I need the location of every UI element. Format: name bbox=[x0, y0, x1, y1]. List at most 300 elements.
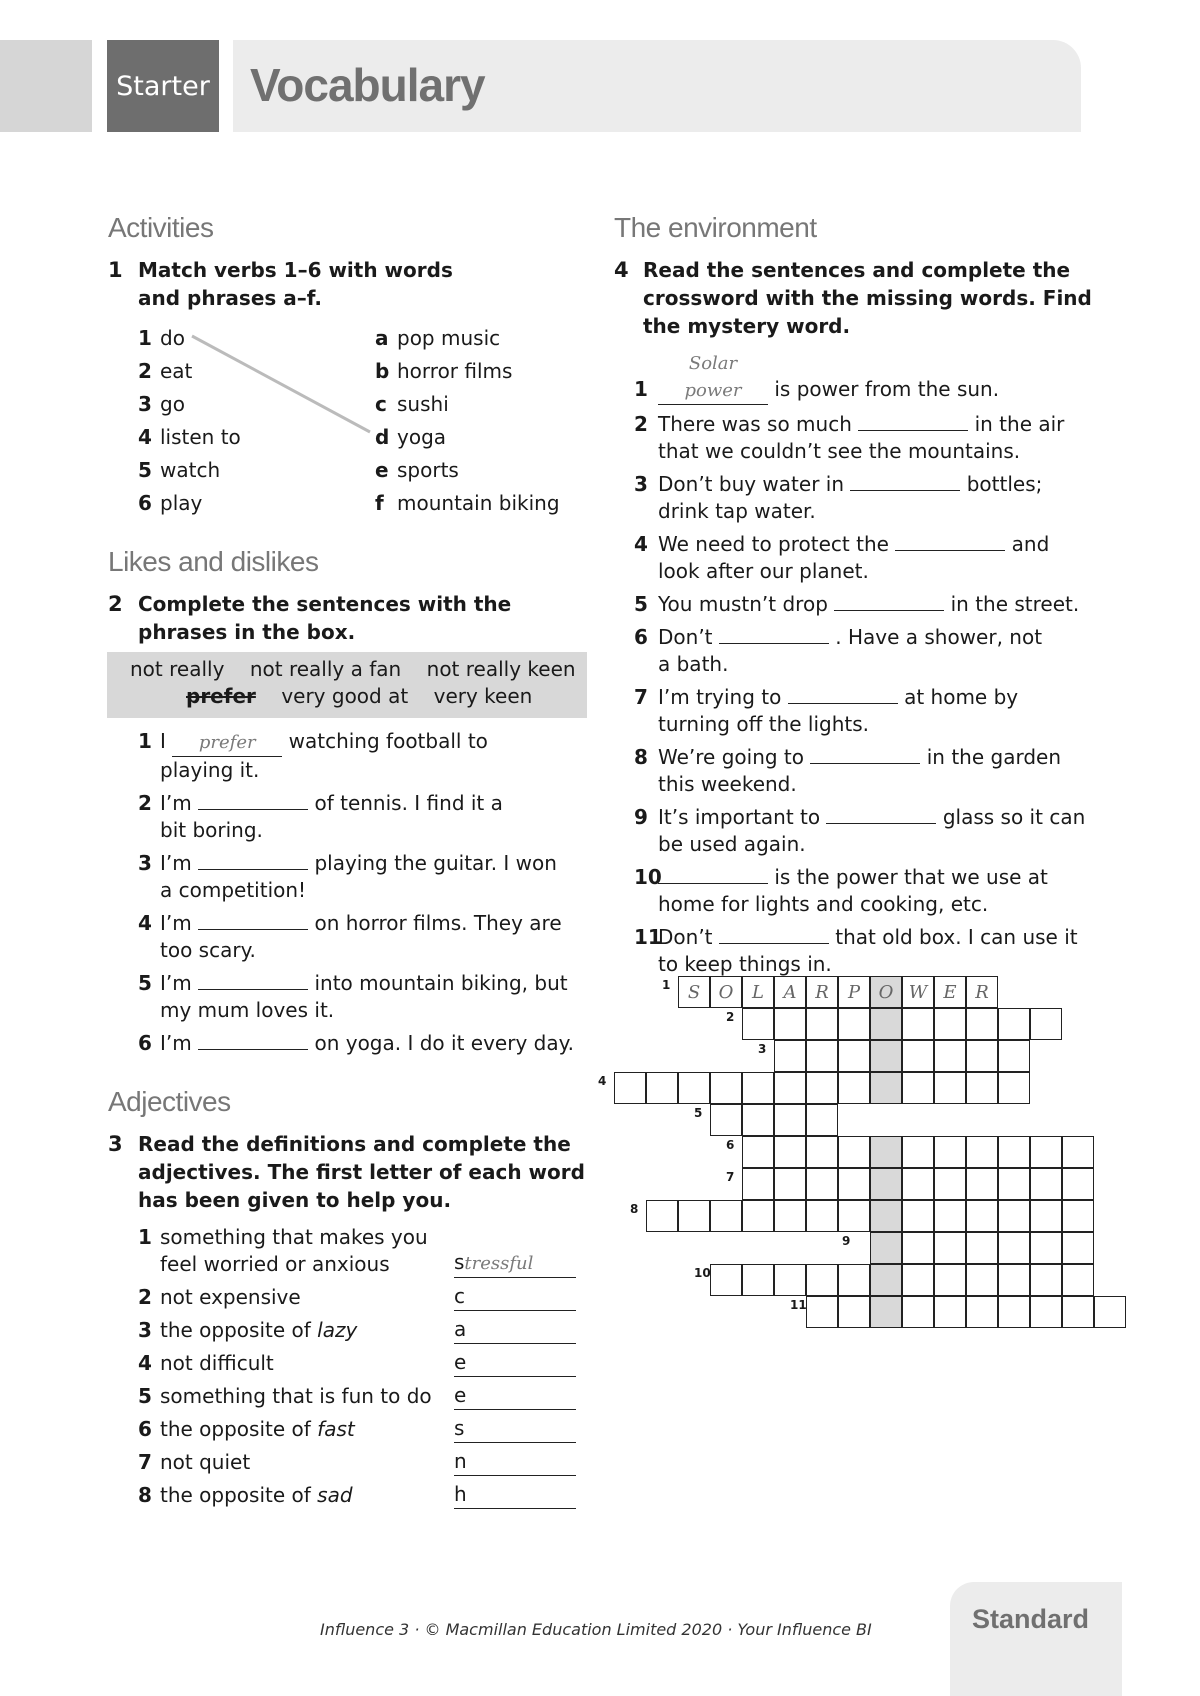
item-definition: the opposite of bbox=[160, 1483, 318, 1507]
adjective-answer bbox=[454, 1448, 576, 1476]
level-label: Standard bbox=[972, 1604, 1090, 1634]
item-pre: Don’t buy water in bbox=[658, 472, 851, 496]
crossword-cell bbox=[806, 1104, 838, 1136]
answer-blank bbox=[719, 626, 829, 644]
crossword-cell bbox=[710, 1200, 742, 1232]
phrase-item bbox=[375, 388, 560, 421]
word-box-row-2 bbox=[186, 683, 532, 710]
section-likes-heading: Likes and dislikes bbox=[108, 546, 319, 577]
first-letter: e bbox=[454, 1383, 467, 1407]
crossword-cell bbox=[1030, 1136, 1062, 1168]
crossword-clue-number: 5 bbox=[694, 1106, 703, 1120]
environment-sentence bbox=[634, 684, 1104, 738]
item-definition-italic: lazy bbox=[317, 1318, 358, 1342]
starter-label: Starter bbox=[107, 40, 219, 132]
likes-sentence bbox=[138, 970, 588, 1024]
crossword-clue-number: 10 bbox=[694, 1266, 711, 1280]
crossword-cell bbox=[1030, 1200, 1062, 1232]
crossword-cell bbox=[870, 1232, 902, 1264]
item-post: at home by bbox=[897, 685, 1019, 709]
crossword-cell bbox=[710, 976, 742, 1008]
item-number: 6 bbox=[634, 625, 648, 649]
box-phrase: not really a fan bbox=[249, 657, 402, 681]
crossword-cell bbox=[966, 976, 998, 1008]
crossword-cell bbox=[998, 1296, 1030, 1328]
crossword-cell bbox=[966, 1168, 998, 1200]
crossword-cell bbox=[998, 1072, 1030, 1104]
crossword-cell bbox=[806, 976, 838, 1008]
exercise-3-number: 3 bbox=[108, 1132, 123, 1156]
answer-blank bbox=[198, 792, 308, 810]
crossword-cell bbox=[998, 1136, 1030, 1168]
item-pre: We’re going to bbox=[658, 745, 811, 769]
environment-sentence bbox=[634, 864, 1104, 918]
adjective-item bbox=[138, 1284, 588, 1311]
item-line2: too scary. bbox=[160, 938, 256, 962]
answer-blank: Solar power bbox=[658, 350, 768, 405]
item-post: into mountain biking, but bbox=[308, 971, 568, 995]
item-line2: feel worried or anxious bbox=[160, 1252, 390, 1276]
item-line2: to keep things in. bbox=[658, 952, 832, 976]
crossword-cell bbox=[806, 1296, 838, 1328]
crossword-cell bbox=[902, 1200, 934, 1232]
crossword-cell bbox=[742, 1200, 774, 1232]
verb-item bbox=[138, 487, 241, 520]
item-post: . Have a shower, not bbox=[828, 625, 1043, 649]
item-number: 5 bbox=[138, 1384, 152, 1408]
crossword-cell bbox=[806, 1136, 838, 1168]
item-pre: I’m bbox=[160, 791, 199, 815]
verb-number: 5 bbox=[138, 458, 152, 482]
crossword-letter: S bbox=[687, 981, 701, 1003]
answer-blank bbox=[198, 912, 308, 930]
crossword-cell bbox=[934, 1200, 966, 1232]
adjective-answer bbox=[454, 1316, 576, 1344]
crossword-cell bbox=[870, 1264, 902, 1296]
item-post: on horror films. They are bbox=[308, 911, 562, 935]
crossword-letter: L bbox=[752, 981, 764, 1003]
item-line2: playing it. bbox=[160, 758, 260, 782]
answer-blank bbox=[788, 686, 898, 704]
item-line2: look after our planet. bbox=[658, 559, 869, 583]
item-number: 11 bbox=[634, 925, 662, 949]
phrase-text: sports bbox=[397, 458, 459, 482]
crossword-clue-number: 8 bbox=[630, 1202, 639, 1216]
item-definition: something that is fun to do bbox=[160, 1384, 432, 1408]
environment-sentence bbox=[634, 350, 1104, 405]
crossword-cell bbox=[998, 1232, 1030, 1264]
exercise-2-number: 2 bbox=[108, 592, 123, 616]
adjective-answer bbox=[454, 1481, 576, 1509]
phrase-letter: f bbox=[375, 491, 384, 515]
crossword-cell bbox=[678, 1072, 710, 1104]
answer-blank bbox=[198, 852, 308, 870]
phrase-letter: e bbox=[375, 458, 389, 482]
crossword-cell bbox=[1030, 1264, 1062, 1296]
verb-number: 1 bbox=[138, 326, 152, 350]
adjective-item bbox=[138, 1482, 588, 1509]
crossword-cell bbox=[838, 1136, 870, 1168]
crossword-cell bbox=[902, 1264, 934, 1296]
likes-sentence bbox=[138, 1030, 588, 1057]
environment-sentence bbox=[634, 591, 1104, 618]
section-adjectives-heading: Adjectives bbox=[108, 1086, 231, 1117]
header-left-block bbox=[0, 40, 92, 132]
crossword-cell bbox=[870, 1168, 902, 1200]
item-pre: There was so much bbox=[658, 412, 859, 436]
phrase-item bbox=[375, 421, 560, 454]
crossword-cell bbox=[806, 1040, 838, 1072]
answer-blank bbox=[198, 972, 308, 990]
item-post: and bbox=[1005, 532, 1050, 556]
crossword-cell bbox=[774, 1168, 806, 1200]
crossword-clue-number: 11 bbox=[790, 1298, 807, 1312]
likes-sentence bbox=[138, 850, 588, 904]
item-post: in the air bbox=[968, 412, 1065, 436]
verb-text: play bbox=[160, 491, 203, 515]
crossword-letter: A bbox=[783, 981, 797, 1003]
crossword-cell bbox=[1062, 1200, 1094, 1232]
environment-sentence bbox=[634, 924, 1104, 978]
crossword-clue-number: 4 bbox=[598, 1074, 607, 1088]
crossword-cell bbox=[966, 1296, 998, 1328]
crossword-cell bbox=[1062, 1264, 1094, 1296]
first-letter: h bbox=[454, 1482, 467, 1506]
crossword-cell bbox=[838, 1296, 870, 1328]
phrase-item bbox=[375, 487, 560, 520]
crossword-cell bbox=[614, 1072, 646, 1104]
crossword-cell bbox=[902, 1136, 934, 1168]
answer-blank bbox=[658, 866, 768, 884]
crossword-cell bbox=[870, 1072, 902, 1104]
crossword-cell bbox=[806, 1072, 838, 1104]
first-letter: s bbox=[454, 1250, 465, 1274]
level-tab bbox=[950, 1582, 1122, 1696]
crossword-cell bbox=[838, 1264, 870, 1296]
phrase-letter: d bbox=[375, 425, 390, 449]
item-post: is the power that we use at bbox=[768, 865, 1048, 889]
environment-sentence bbox=[634, 531, 1104, 585]
phrase-text: horror films bbox=[397, 359, 513, 383]
first-letter: a bbox=[454, 1317, 467, 1341]
adjective-item bbox=[138, 1416, 588, 1443]
crossword-cell bbox=[806, 1264, 838, 1296]
answer-blank bbox=[826, 806, 936, 824]
word-box-row-1 bbox=[130, 656, 576, 683]
item-definition: not difficult bbox=[160, 1351, 274, 1375]
crossword-cell bbox=[742, 1264, 774, 1296]
answer-blank bbox=[198, 1032, 308, 1050]
crossword-cell bbox=[966, 1136, 998, 1168]
item-definition-italic: sad bbox=[317, 1483, 353, 1507]
likes-sentence bbox=[138, 910, 588, 964]
item-definition-italic: fast bbox=[317, 1417, 355, 1441]
crossword-cell bbox=[838, 1040, 870, 1072]
crossword-cell bbox=[870, 1136, 902, 1168]
footer-text: Influence 3 · © Macmillan Education Limited 2020 · Your Influence BI bbox=[320, 1620, 872, 1639]
item-line2: a competition! bbox=[160, 878, 307, 902]
crossword-letter: W bbox=[908, 981, 928, 1003]
phrase-text: sushi bbox=[397, 392, 449, 416]
item-number: 1 bbox=[138, 729, 152, 753]
likes-sentence bbox=[138, 728, 588, 784]
item-pre: I’m bbox=[160, 851, 199, 875]
item-post: glass so it can bbox=[936, 805, 1086, 829]
exercise-1-number: 1 bbox=[108, 258, 123, 282]
box-phrase: very good at bbox=[281, 684, 409, 708]
crossword-cell bbox=[710, 1104, 742, 1136]
crossword-cell bbox=[934, 1232, 966, 1264]
answer-blank bbox=[834, 593, 944, 611]
adjective-item bbox=[138, 1224, 588, 1278]
exercise-2-instruction: Complete the sentences with the phrases in the box. bbox=[138, 592, 512, 644]
answer-blank bbox=[850, 473, 960, 491]
crossword-cell bbox=[998, 1168, 1030, 1200]
item-number: 5 bbox=[634, 592, 648, 616]
crossword-cell bbox=[806, 1200, 838, 1232]
crossword-cell bbox=[646, 1200, 678, 1232]
item-number: 3 bbox=[138, 1318, 152, 1342]
item-pre: I’m bbox=[160, 911, 199, 935]
exercise-4-number: 4 bbox=[614, 258, 629, 282]
crossword-cell bbox=[774, 1136, 806, 1168]
exercise-1-instruction: Match verbs 1–6 with words and phrases a–f. bbox=[138, 258, 453, 310]
crossword-cell bbox=[838, 1008, 870, 1040]
crossword-cell bbox=[838, 976, 870, 1008]
first-letter: c bbox=[454, 1284, 465, 1308]
crossword-cell bbox=[998, 1200, 1030, 1232]
crossword-cell bbox=[838, 1200, 870, 1232]
item-number: 8 bbox=[634, 745, 648, 769]
page-title: Vocabulary bbox=[250, 59, 485, 111]
crossword-cell bbox=[742, 1008, 774, 1040]
crossword-cell bbox=[902, 1232, 934, 1264]
item-number: 4 bbox=[138, 1351, 152, 1375]
item-definition: not quiet bbox=[160, 1450, 251, 1474]
crossword-clue-number: 1 bbox=[662, 978, 671, 992]
crossword-letter: R bbox=[975, 981, 989, 1003]
crossword-cell bbox=[870, 1296, 902, 1328]
crossword-cell bbox=[1062, 1136, 1094, 1168]
crossword-cell bbox=[710, 1264, 742, 1296]
crossword-cell bbox=[998, 1264, 1030, 1296]
crossword-letter: P bbox=[847, 981, 861, 1003]
crossword-clue-number: 7 bbox=[726, 1170, 735, 1184]
item-number: 7 bbox=[634, 685, 648, 709]
crossword-cell bbox=[742, 1104, 774, 1136]
crossword-cell bbox=[774, 976, 806, 1008]
crossword-cell bbox=[838, 1168, 870, 1200]
box-phrase-used: prefer bbox=[186, 684, 256, 708]
item-number: 2 bbox=[138, 1285, 152, 1309]
crossword-cell bbox=[934, 976, 966, 1008]
item-number: 4 bbox=[634, 532, 648, 556]
phrase-item bbox=[375, 454, 560, 487]
item-post: watching football to bbox=[282, 729, 488, 753]
item-number: 4 bbox=[138, 911, 152, 935]
likes-sentence bbox=[138, 790, 588, 844]
box-phrase: not really keen bbox=[426, 657, 576, 681]
verb-number: 3 bbox=[138, 392, 152, 416]
answer-blank bbox=[895, 533, 1005, 551]
phrase-item bbox=[375, 355, 560, 388]
crossword-cell bbox=[1062, 1296, 1094, 1328]
item-pre: Don’t bbox=[658, 925, 719, 949]
phrase-letter: a bbox=[375, 326, 389, 350]
crossword-cell bbox=[774, 1104, 806, 1136]
phrase-text: pop music bbox=[397, 326, 501, 350]
crossword-cell bbox=[998, 1008, 1030, 1040]
item-line2: that we couldn’t see the mountains. bbox=[658, 439, 1021, 463]
crossword-cell bbox=[966, 1072, 998, 1104]
adjective-item bbox=[138, 1317, 588, 1344]
crossword-cell bbox=[1030, 1008, 1062, 1040]
crossword-letter: E bbox=[943, 981, 957, 1003]
item-post: of tennis. I find it a bbox=[308, 791, 503, 815]
first-letter: n bbox=[454, 1449, 467, 1473]
item-line2: drink tap water. bbox=[658, 499, 816, 523]
crossword-cell bbox=[870, 1200, 902, 1232]
adjective-answer bbox=[454, 1382, 576, 1410]
crossword-cell bbox=[966, 1232, 998, 1264]
crossword-clue-number: 2 bbox=[726, 1010, 735, 1024]
verb-text: do bbox=[160, 326, 185, 350]
crossword-cell bbox=[902, 1008, 934, 1040]
crossword-cell bbox=[998, 1040, 1030, 1072]
item-definition: the opposite of bbox=[160, 1417, 318, 1441]
environment-items bbox=[634, 350, 1104, 984]
verb-text: listen to bbox=[160, 425, 241, 449]
crossword-cell bbox=[806, 1008, 838, 1040]
phrase-letter: c bbox=[375, 392, 387, 416]
phrase-item bbox=[375, 322, 560, 355]
crossword-cell bbox=[966, 1040, 998, 1072]
crossword-clue-number: 9 bbox=[842, 1234, 851, 1248]
item-pre: I’m trying to bbox=[658, 685, 788, 709]
item-number: 6 bbox=[138, 1031, 152, 1055]
crossword-cell bbox=[1030, 1232, 1062, 1264]
crossword-cell bbox=[742, 1136, 774, 1168]
item-line2: this weekend. bbox=[658, 772, 797, 796]
crossword-cell bbox=[1062, 1232, 1094, 1264]
adjective-answer bbox=[454, 1283, 576, 1311]
crossword-cell bbox=[902, 1168, 934, 1200]
crossword-letter: R bbox=[815, 981, 829, 1003]
item-post: bottles; bbox=[960, 472, 1043, 496]
adjective-answer bbox=[454, 1415, 576, 1443]
crossword-letter: O bbox=[878, 981, 894, 1003]
answer-blank bbox=[810, 746, 920, 764]
crossword-cell bbox=[1030, 1296, 1062, 1328]
item-post: in the garden bbox=[920, 745, 1061, 769]
crossword-cell bbox=[870, 976, 902, 1008]
crossword-cell bbox=[966, 1264, 998, 1296]
adjective-item bbox=[138, 1449, 588, 1476]
environment-sentence bbox=[634, 744, 1104, 798]
exercise-3-instruction: Read the definitions and complete the adjectives. The first letter of each word has been given to help you. bbox=[138, 1132, 585, 1212]
exercise-4-instruction: Read the sentences and complete the crossword with the missing words. Find the mystery word. bbox=[643, 258, 1092, 338]
adjective-item bbox=[138, 1350, 588, 1377]
item-pre: I bbox=[160, 729, 173, 753]
crossword-cell bbox=[806, 1168, 838, 1200]
first-letter: e bbox=[454, 1350, 467, 1374]
item-number: 8 bbox=[138, 1483, 152, 1507]
crossword-cell bbox=[934, 1040, 966, 1072]
crossword-cell bbox=[646, 1072, 678, 1104]
crossword-cell bbox=[966, 1200, 998, 1232]
item-number: 5 bbox=[138, 971, 152, 995]
crossword-cell bbox=[934, 1136, 966, 1168]
adjective-item bbox=[138, 1383, 588, 1410]
item-number: 3 bbox=[634, 472, 648, 496]
likes-items bbox=[138, 728, 588, 1063]
crossword-cell bbox=[870, 1008, 902, 1040]
crossword-clue-number: 3 bbox=[758, 1042, 767, 1056]
phrase-letter: b bbox=[375, 359, 390, 383]
crossword-cell bbox=[934, 1168, 966, 1200]
environment-sentence bbox=[634, 471, 1104, 525]
crossword-cell bbox=[966, 1008, 998, 1040]
answer-blank bbox=[719, 926, 829, 944]
item-definition: not expensive bbox=[160, 1285, 301, 1309]
crossword-clue-number: 6 bbox=[726, 1138, 735, 1152]
verb-number: 2 bbox=[138, 359, 152, 383]
item-number: 10 bbox=[634, 865, 662, 889]
adjective-items bbox=[138, 1224, 588, 1515]
crossword-cell bbox=[710, 1072, 742, 1104]
verb-number: 4 bbox=[138, 425, 152, 449]
verb-text: eat bbox=[160, 359, 193, 383]
item-pre: I’m bbox=[160, 1031, 199, 1055]
item-number: 1 bbox=[634, 377, 648, 401]
item-line2: bit boring. bbox=[160, 818, 263, 842]
answer-handwritten: tressful bbox=[464, 1253, 534, 1274]
crossword-cell bbox=[774, 1040, 806, 1072]
crossword-cell bbox=[902, 1040, 934, 1072]
box-phrase: not really bbox=[130, 657, 225, 681]
item-line2: a bath. bbox=[658, 652, 729, 676]
crossword-cell bbox=[902, 1072, 934, 1104]
phrase-text: mountain biking bbox=[397, 491, 560, 515]
environment-sentence bbox=[634, 411, 1104, 465]
item-number: 7 bbox=[138, 1450, 152, 1474]
item-definition: the opposite of bbox=[160, 1318, 318, 1342]
answer-blank bbox=[858, 413, 968, 431]
crossword-cell bbox=[742, 1072, 774, 1104]
crossword-cell bbox=[902, 1296, 934, 1328]
item-post: on yoga. I do it every day. bbox=[308, 1031, 574, 1055]
crossword-cell bbox=[838, 1072, 870, 1104]
item-pre: Don’t bbox=[658, 625, 719, 649]
crossword-cell bbox=[774, 1264, 806, 1296]
verb-item bbox=[138, 454, 241, 487]
match-line bbox=[190, 330, 375, 440]
crossword-cell bbox=[742, 976, 774, 1008]
environment-sentence bbox=[634, 804, 1104, 858]
adjective-answer bbox=[454, 1249, 576, 1278]
item-definition: something that makes you bbox=[160, 1225, 428, 1249]
item-pre: I’m bbox=[160, 971, 199, 995]
verb-number: 6 bbox=[138, 491, 152, 515]
crossword-cell bbox=[678, 1200, 710, 1232]
crossword-cell bbox=[934, 1008, 966, 1040]
crossword-cell bbox=[774, 1200, 806, 1232]
section-activities-heading: Activities bbox=[108, 212, 214, 243]
crossword-cell bbox=[742, 1168, 774, 1200]
crossword-cell bbox=[774, 1008, 806, 1040]
box-phrase: very keen bbox=[433, 684, 533, 708]
crossword-cell bbox=[1094, 1296, 1126, 1328]
